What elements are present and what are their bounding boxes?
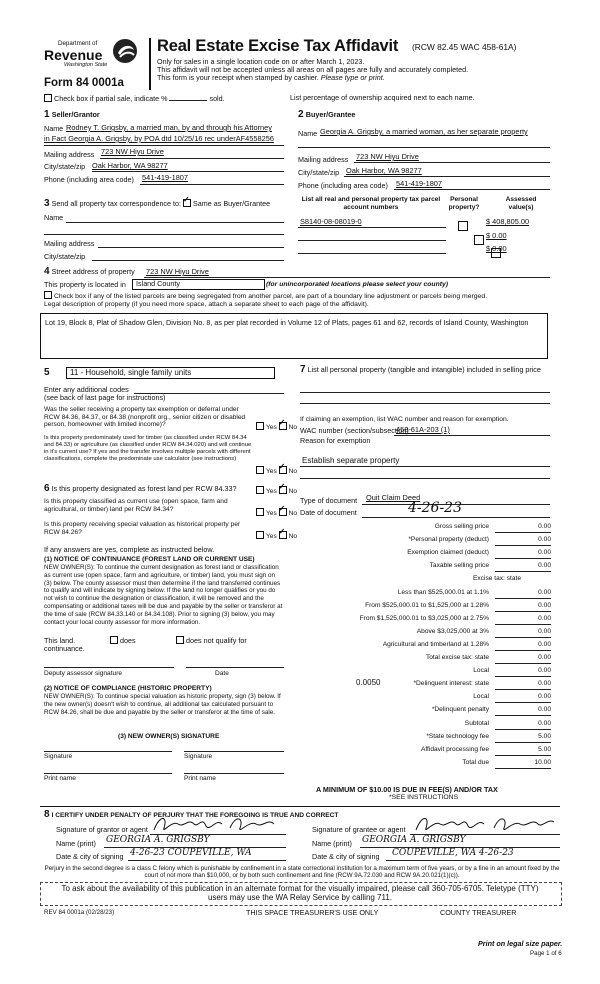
tax-row-value: 0.00 <box>495 561 551 572</box>
section6-q1: 6 Is this property designated as forest land per RCW 84.33? <box>44 483 237 494</box>
q1-yes-checkbox[interactable] <box>256 422 264 430</box>
historic-no-checkbox[interactable] <box>279 531 287 539</box>
current-use-no-checkbox[interactable] <box>279 508 287 516</box>
form-title-ref: (RCW 82.45 WAC 458-61A) <box>412 42 517 52</box>
legal-label: Legal description of property (if you need more space, attach a separate sheet to each page of the affidavit). <box>44 301 369 308</box>
tax-row-label: Local <box>473 667 489 675</box>
notice1-title: (1) NOTICE OF CONTINUANCE (FOREST LAND OR CURRENT USE) <box>44 556 255 563</box>
parcel-1: S8140-08-08019-0 <box>300 217 362 226</box>
tax-row-label: Above $3,025,000 at 3% <box>416 627 489 635</box>
tax-row-label: Less than $525,000.01 at 1.1% <box>397 588 489 596</box>
legal-paper-note: Print on legal size paper. <box>478 939 563 948</box>
section6-q3-yesno: Yes ✓ No <box>256 531 297 541</box>
county-treasurer-label: COUNTY TREASURER <box>440 908 517 917</box>
wac-label: WAC number (section/subsection) <box>300 426 409 435</box>
tax-row-value: 0.00 <box>495 719 551 730</box>
tax-row-value: 0.00 <box>495 666 551 677</box>
doc-type-label: Type of document <box>300 496 358 505</box>
personal-property-checkbox-1[interactable] <box>458 221 468 231</box>
exemption-claim-label: If claiming an exemption, list WAC number and reason for exemption. <box>300 416 509 423</box>
tax-row-value: 0.00 <box>495 627 551 638</box>
grantee-name-label: Name (print) <box>312 839 352 848</box>
grantor-date-city: 4-26-23 COUPEVILLE, WA <box>130 848 252 858</box>
tax-row-label: From $525,000.01 to $1,525,000 at 1.28% <box>365 601 489 609</box>
tax-row <box>305 758 551 768</box>
buyer-address: 723 NW Hiyu Drive <box>356 152 419 161</box>
state-label: Washington State <box>64 62 108 68</box>
seller-heading: 1 Seller/Grantor <box>44 109 100 120</box>
tax-row <box>305 561 551 571</box>
seller-name-line1: Rodney T. Grigsby, a married man, by and through his Attorney <box>66 123 272 132</box>
street-address: 723 NW Hiyu Drive <box>146 267 209 276</box>
assessed-value-3: $ 0.00 <box>486 244 507 253</box>
county-select[interactable]: Island County <box>132 279 265 290</box>
header-note-2: This affidavit will not be accepted unless all areas on all pages are fully and accurately completed. <box>157 65 469 74</box>
alt-format-note: To ask about the availability of this publication in an alternate format for the visually impaired, please call 360-705-6705. Teletype (TTY) users may use the WA Relay Service by calling 711. <box>61 884 539 902</box>
forest-no-checkbox[interactable] <box>279 486 287 494</box>
additional-codes-label: Enter any additional codes <box>44 385 129 394</box>
section3-city-label: City/state/zip <box>44 252 86 261</box>
tax-row <box>305 745 551 755</box>
section3-name-label: Name <box>44 213 64 222</box>
perjury-statement: Perjury in the second degree is a class C felony which is punishable by confinement in a state correctional institution for a maximum term of five years, or by a fine in an amount fixed by the court of not more than $10,000, or by both such confinement and fine (RCW 9A.72.030 and RCW 9A.20.021(1)(c)). <box>44 865 560 880</box>
reason-label: Reason for exemption <box>300 436 371 445</box>
seller-phone: 541-419-1807 <box>142 173 189 182</box>
grantee-signature <box>412 812 558 836</box>
tax-row <box>305 679 551 689</box>
seller-name-label: Name <box>44 124 64 133</box>
section6-q2: Is this property classified as current use (open space, farm and agricultural, or timber) land per RCW 84.34? <box>44 498 228 513</box>
buyer-name: Georgia A. Grigsby, a married woman, as her separate property <box>320 127 528 136</box>
page-number: Page 1 of 6 <box>530 950 562 957</box>
section3-label: 3 Send all property tax correspondence to: ✓ Same as Buyer/Grantee <box>44 199 270 208</box>
section7-label: 7 List all personal property (tangible and intangible) included in selling price <box>300 364 541 375</box>
deputy-date-label: Date <box>215 670 229 677</box>
tax-row <box>305 535 551 545</box>
use-code-select[interactable]: 11 - Household, single family units <box>66 367 275 379</box>
this-land-label: This land. <box>44 636 76 645</box>
section6-q2-yesno: Yes ✓ No <box>256 508 297 518</box>
parcel-col-header: List all real and personal property tax parcel account numbers <box>301 196 441 211</box>
buyer-address-label: Mailing address <box>298 155 349 164</box>
buyer-phone-label: Phone (including area code) <box>298 181 388 190</box>
seller-city: Oak Harbor, WA 98277 <box>92 161 168 170</box>
grantor-date-label: Date & city of signing <box>56 852 124 861</box>
tax-row <box>305 666 551 676</box>
tax-row <box>305 719 551 729</box>
new-owner-signature-2: Signature <box>184 753 213 760</box>
tax-row-value: 0.00 <box>495 653 551 664</box>
tax-row <box>305 522 551 532</box>
tax-row-label: Local <box>473 693 489 701</box>
tax-row-value: 0.00 <box>495 705 551 716</box>
seller-city-label: City/state/zip <box>44 162 86 171</box>
q2-no-checkbox[interactable] <box>279 466 287 474</box>
buyer-city: Oak Harbor, WA 98277 <box>346 166 422 175</box>
tax-row <box>305 601 551 611</box>
same-as-buyer-checkbox[interactable] <box>183 199 191 207</box>
tax-row-value: 0.00 <box>495 614 551 625</box>
assessed-value-2: $ 0.00 <box>486 231 507 240</box>
header-note-3: This form is your receipt when stamped by cashier. Please type or print. <box>157 73 385 82</box>
notice1-text: NEW OWNER(S): To continue the current designation as forest land or classification as current use (open space, farm and agriculture, or timber) land, you must sign on (3) below. The county assessor must then determine if the land transferred continues to qualify and will indicate by signing below. If the land no longer qualifies or you do not wish to continue the designation or classification, it will be removed and the compensating or additional taxes will be due and payable by the seller or transferor at the time of sale (RCW 84.33.140 or 84.34.108). Prior to signing (3) below, you may contact your local county assessor for more information. <box>44 564 283 626</box>
tax-row-value: 0.00 <box>495 548 551 559</box>
personal-property-checkbox-2[interactable] <box>474 235 484 245</box>
forest-yes-checkbox[interactable] <box>256 486 264 494</box>
partial-sale-row: Check box if partial sale, indicate % sold. <box>44 94 225 103</box>
tax-row-value: 0.00 <box>495 679 551 690</box>
certify-row: 8 I CERTIFY UNDER PENALTY OF PERJURY THAT THE FOREGOING IS TRUE AND CORRECT <box>44 809 339 820</box>
new-owner-print-2: Print name <box>184 775 216 782</box>
tax-row-value: 0.00 <box>495 601 551 612</box>
grantor-signature <box>150 812 282 836</box>
tax-row-label: *Personal property (deduct) <box>408 536 489 544</box>
tax-row-label: Gross selling price <box>434 523 489 530</box>
form-title: Real Estate Excise Tax Affidavit <box>157 37 399 55</box>
tax-row-label: From $1,525,000.01 to $3,025,000 at 2.75% <box>359 614 489 622</box>
personal-col-header: Personal property? <box>448 196 480 211</box>
continuance-label: continuance. <box>44 644 85 653</box>
buyer-city-label: City/state/zip <box>298 168 340 177</box>
seller-address: 723 NW Hiyu Drive <box>101 147 164 156</box>
tax-row-value: 10.00 <box>495 758 551 769</box>
tax-row-label: *Delinquent interest: state <box>413 680 489 688</box>
grantee-date-label: Date & city of signing <box>312 852 380 861</box>
if-yes-note: If any answers are yes, complete as instructed below. <box>44 545 215 554</box>
dor-logo-icon <box>110 36 140 66</box>
new-owner-sig-title: (3) NEW OWNER(S) SIGNATURE <box>118 733 220 740</box>
tax-row-label: Subtotal <box>464 719 489 727</box>
q1-no-checkbox[interactable] <box>279 422 287 430</box>
segregated-checkbox[interactable] <box>44 291 52 299</box>
tax-row-value: 0.00 <box>495 692 551 703</box>
assessed-value-1: $ 408,805.00 <box>486 217 530 226</box>
section5-q1: Was the seller receiving a property tax exemption or deferral under RCW 84.36, 84.37, or 84.38 (nonprofit org., senior citizen or disabled person, homeowner with limited income)? <box>44 406 246 429</box>
tax-row <box>305 640 551 650</box>
q2-yes-checkbox[interactable] <box>256 466 264 474</box>
historic-yes-checkbox[interactable] <box>256 531 264 539</box>
new-owner-signature-1: Signature <box>44 753 73 760</box>
dept-label: Department of <box>58 40 98 47</box>
tax-row-label: Excise tax: state <box>472 575 521 583</box>
tax-row-value: 0.00 <box>495 535 551 546</box>
located-label: This property is located in <box>44 280 126 289</box>
tax-row <box>305 574 551 584</box>
revision-label: REV 84 0001a (02/28/23) <box>44 909 115 916</box>
buyer-heading: 2 Buyer/Grantee <box>298 109 356 120</box>
tax-row <box>305 653 551 663</box>
tax-row-value: 0.00 <box>495 522 551 533</box>
grantee-sig-label: Signature of grantee or agent <box>312 825 406 834</box>
segregated-row: Check box if any of the listed parcels are being segregated from another parcel, are part of a boundary line adjustment or parcels being merged. <box>44 291 487 301</box>
doc-date: 4-26-23 <box>408 500 462 516</box>
tax-row <box>305 692 551 702</box>
tax-row <box>305 548 551 558</box>
header-note-1: Only for sales in a single location code on or after March 1, 2023. <box>157 57 365 66</box>
seller-phone-label: Phone (including area code) <box>44 175 134 184</box>
see-instructions-note: *SEE INSTRUCTIONS <box>389 794 459 801</box>
wac-number: 458-61A-203 (1) <box>396 425 450 434</box>
buyer-phone: 541-419-1807 <box>396 179 443 188</box>
section5-q2-yesno: Yes ✓ No <box>256 466 297 476</box>
treasurer-use-label: THIS SPACE TREASURER'S USE ONLY <box>246 908 379 917</box>
unincorporated-note: (for unincorporated locations please select your county) <box>266 281 449 288</box>
current-use-yes-checkbox[interactable] <box>256 508 264 516</box>
minimum-fee-note: A MINIMUM OF $10.00 IS DUE IN FEE(S) AND/OR TAX <box>316 785 498 794</box>
seller-name-line2: in Fact Georgia A. Grigsby, by POA dtd 10/25/16 rec underAF4558256 <box>44 134 274 143</box>
notice2-title: (2) NOTICE OF COMPLIANCE (HISTORIC PROPERTY) <box>44 685 212 692</box>
tax-row-label: Taxable selling price <box>429 562 489 570</box>
does-not-option: does not qualify for <box>176 636 247 645</box>
tax-row-label: Total due <box>462 758 489 766</box>
grantee-name: GEORGIA A. GRIGSBY <box>362 835 466 845</box>
grantor-name: GEORGIA A. GRIGSBY <box>106 835 210 845</box>
tax-row <box>305 588 551 598</box>
section5-num: 5 <box>44 367 50 378</box>
tax-row-label: Agricultural and timberland at 1.28% <box>382 640 489 648</box>
tax-row <box>305 627 551 637</box>
grantor-name-label: Name (print) <box>56 839 96 848</box>
section5-q1-yesno: Yes ✓ No <box>256 422 297 432</box>
notice2-text: NEW OWNER(S): To continue special valuation as historic property, sign (3) below. If the new owner(s) doesn't wish to continue, all additional tax calculated pursuant to RCW 84.26, shall be due and payable by the seller or transferor at the time of sale. <box>44 693 281 716</box>
local-rate: 0.0050 <box>356 678 381 687</box>
dor-logo-block <box>44 36 144 76</box>
tax-row-value: 5.00 <box>495 732 551 743</box>
tax-row-label: *State technology fee <box>426 732 489 740</box>
section6-q1-yesno: Yes ✓ No <box>256 486 297 496</box>
grantor-sig-label: Signature of grantor or agent <box>56 825 148 834</box>
doc-date-label: Date of document <box>300 508 357 517</box>
buyer-name-label: Name <box>298 129 318 138</box>
header-divider <box>149 38 151 90</box>
tax-row-value: 0.00 <box>495 588 551 599</box>
tax-row <box>305 614 551 624</box>
tax-row-value: 0.00 <box>495 640 551 651</box>
does-not-checkbox[interactable] <box>176 636 184 644</box>
new-owner-print-1: Print name <box>44 775 76 782</box>
tax-row-label: Affidavit processing fee <box>420 745 489 753</box>
tax-row-label: Exemption claimed (deduct) <box>407 549 489 557</box>
tax-row-value: 5.00 <box>495 745 551 756</box>
does-checkbox[interactable] <box>110 636 118 644</box>
exemption-reason: Establish separate property <box>302 456 400 465</box>
seller-address-label: Mailing address <box>44 150 95 159</box>
deputy-signature-label: Deputy assessor signature <box>44 670 123 677</box>
revenue-label: Revenue <box>44 47 103 63</box>
tax-row-label: *Delinquent penalty <box>431 706 489 714</box>
legal-description: Lot 19, Block 8, Plat of Shadow Glen, Division No. 8, as per plat recorded in Volume 12 of Plats, pages 61 and 62, records of Island County, Washington <box>40 313 548 359</box>
does-option: does <box>110 636 136 645</box>
section3-mailing-label: Mailing address <box>44 239 95 248</box>
section6-q3: Is this property receiving special valuation as historical property per RCW 84.26? <box>44 521 241 536</box>
section5-q2: Is this property predominately used for timber (as classified under RCW 84.34 and 84.33) or agriculture (as classified under RCW 84.34.020) and will continue in it's current use? If yes and the transfer involves multiple parcels with different classifications, complete the predominate use calculator (see instructions) <box>44 435 252 462</box>
assessed-col-header: Assessed value(s) <box>505 196 537 211</box>
doc-type: Quit Claim Deed <box>366 493 421 502</box>
partial-sale-checkbox[interactable] <box>44 94 52 102</box>
form-number: Form 84 0001a <box>44 77 124 89</box>
grantee-date-city: COUPEVILLE, WA 4-26-23 <box>392 848 514 858</box>
street-row: 4 Street address of property <box>44 266 135 277</box>
tax-row <box>305 705 551 715</box>
tax-row-label: Total excise tax: state <box>425 654 489 661</box>
tax-row <box>305 732 551 742</box>
section8-divider <box>40 806 560 807</box>
ownership-note: List percentage of ownership acquired next to each name. <box>290 93 475 102</box>
see-back-note: (see back of last page for instructions) <box>44 393 166 402</box>
